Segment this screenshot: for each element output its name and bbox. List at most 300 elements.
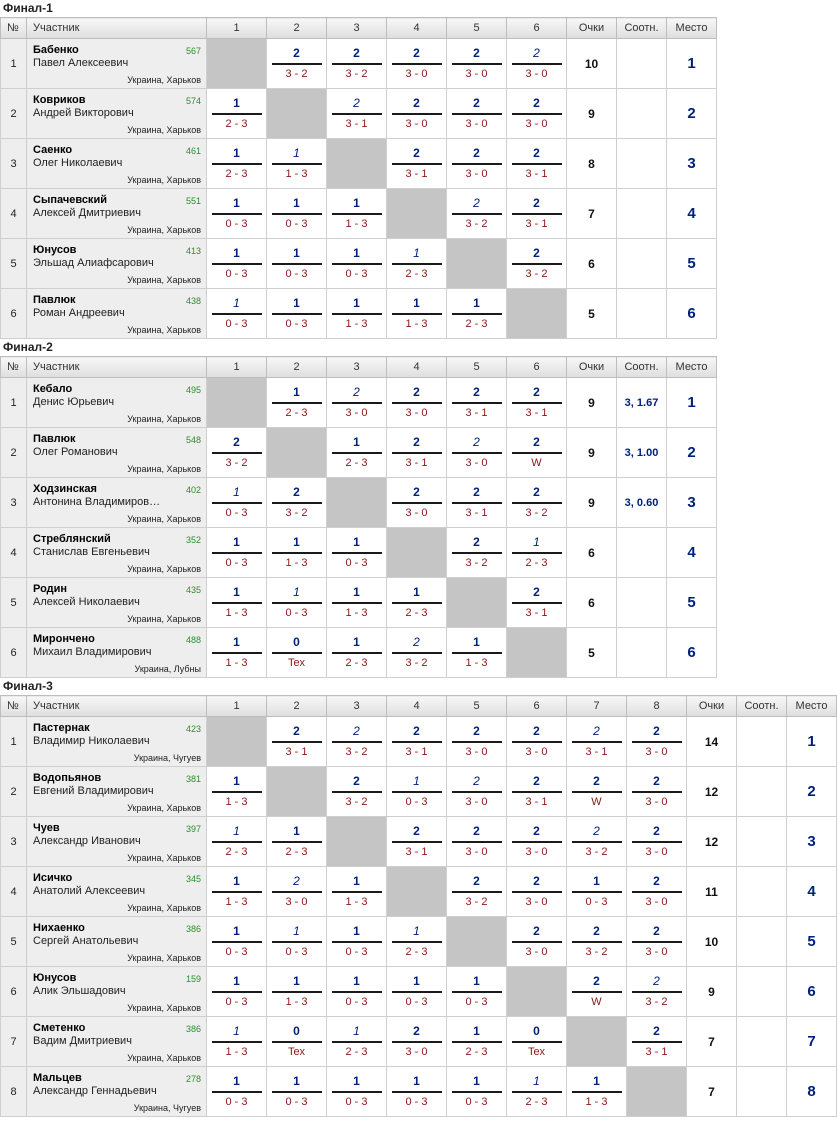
participant-cell[interactable] (27, 289, 207, 339)
result-divider (452, 552, 502, 554)
header-col-4[interactable]: 4 (387, 357, 447, 378)
header-col-2[interactable]: 2 (267, 18, 327, 39)
result-cell[interactable] (507, 428, 567, 478)
row-number: 4 (1, 867, 27, 917)
result-score: 0 - 3 (405, 1096, 428, 1108)
header-col-2[interactable]: 2 (267, 696, 327, 717)
header-num[interactable]: № (1, 18, 27, 39)
points-cell: 6 (567, 578, 617, 628)
result-points: 1 (413, 1074, 420, 1088)
header-col-4[interactable]: 4 (387, 18, 447, 39)
result-points: 1 (353, 296, 360, 310)
result-cell[interactable] (267, 39, 327, 89)
header-col-1[interactable]: 1 (207, 18, 267, 39)
result-cell[interactable] (267, 628, 327, 678)
row-number: 4 (1, 528, 27, 578)
participant-city: Украина, Харьков (127, 225, 201, 235)
result-divider (212, 652, 262, 654)
result-cell[interactable] (207, 528, 267, 578)
result-points: 1 (233, 1024, 240, 1038)
result-cell[interactable] (327, 239, 387, 289)
result-cell[interactable] (207, 817, 267, 867)
result-cell[interactable] (447, 189, 507, 239)
participant-surname[interactable]: Мальцев (33, 1072, 82, 1084)
result-cell[interactable] (507, 378, 567, 428)
result-divider (392, 602, 442, 604)
participant-cell[interactable] (27, 478, 207, 528)
participant-name: Павел Алексеевич (33, 57, 129, 69)
result-cell[interactable] (567, 817, 627, 867)
place-cell: 4 (787, 867, 837, 917)
participant-surname[interactable]: Павлюк (33, 294, 76, 306)
participant-cell[interactable] (27, 528, 207, 578)
result-cell[interactable] (267, 239, 327, 289)
result-cell[interactable] (327, 578, 387, 628)
result-cell[interactable] (447, 478, 507, 528)
result-cell[interactable] (447, 628, 507, 678)
participant-cell[interactable] (27, 917, 207, 967)
result-cell[interactable] (567, 767, 627, 817)
result-divider (452, 452, 502, 454)
result-cell[interactable] (267, 528, 327, 578)
result-score: 3 - 1 (405, 168, 428, 180)
result-cell[interactable] (387, 289, 447, 339)
result-cell[interactable] (567, 917, 627, 967)
result-divider (212, 452, 262, 454)
result (632, 824, 682, 859)
header-col-6[interactable]: 6 (507, 696, 567, 717)
result-cell[interactable] (447, 378, 507, 428)
header-col-2[interactable]: 2 (267, 357, 327, 378)
participant-cell[interactable] (27, 1067, 207, 1117)
result-points: 1 (233, 246, 240, 260)
header-ratio[interactable]: Соотн. (737, 696, 787, 717)
result-cell[interactable] (387, 378, 447, 428)
result-cell[interactable] (327, 378, 387, 428)
result-divider (212, 1091, 262, 1093)
result-cell[interactable] (627, 817, 687, 867)
result-points: 1 (293, 196, 300, 210)
result-divider (452, 63, 502, 65)
result-score: 0 - 3 (345, 1096, 368, 1108)
result-score: 3 - 0 (645, 746, 668, 758)
result-divider (212, 841, 262, 843)
result-cell[interactable] (207, 767, 267, 817)
result-points: 2 (593, 924, 600, 938)
result-divider (452, 891, 502, 893)
participant-surname[interactable]: Родин (33, 583, 68, 595)
participant-surname[interactable]: Кебало (33, 383, 73, 395)
result-points: 1 (233, 874, 240, 888)
result-cell[interactable] (447, 817, 507, 867)
result-points: 2 (533, 146, 540, 160)
participant-surname[interactable]: Юнусов (33, 244, 77, 256)
result-cell[interactable] (387, 39, 447, 89)
result-cell[interactable] (207, 1067, 267, 1117)
result-cell[interactable] (267, 717, 327, 767)
result-cell[interactable] (447, 867, 507, 917)
header-ratio[interactable]: Соотн. (617, 18, 667, 39)
result-score: 0 - 3 (225, 318, 248, 330)
result-cell[interactable] (267, 1067, 327, 1117)
result (272, 974, 322, 1009)
result-cell[interactable] (207, 89, 267, 139)
participant-surname[interactable]: Пастернак (33, 722, 90, 734)
header-participant[interactable]: Участник (27, 696, 207, 717)
result-cell[interactable] (627, 717, 687, 767)
result-score: 2 - 3 (345, 657, 368, 669)
result-points: 2 (533, 724, 540, 738)
participant-surname[interactable]: Саенко (33, 144, 73, 156)
row-number: 6 (1, 289, 27, 339)
participant-cell[interactable] (27, 767, 207, 817)
result-divider (512, 213, 562, 215)
participant-name: Станислав Евгеньевич (33, 546, 150, 558)
participant-cell[interactable] (27, 378, 207, 428)
result-cell[interactable] (267, 378, 327, 428)
result-cell[interactable] (387, 967, 447, 1017)
result-cell[interactable] (327, 767, 387, 817)
result-cell[interactable] (387, 578, 447, 628)
result-score: 3 - 0 (405, 407, 428, 419)
result-cell[interactable] (447, 717, 507, 767)
result-points: 2 (533, 485, 540, 499)
participant-cell[interactable] (27, 89, 207, 139)
result-cell[interactable] (207, 239, 267, 289)
result-cell[interactable] (567, 717, 627, 767)
result-cell[interactable] (327, 628, 387, 678)
result-divider (512, 452, 562, 454)
result-cell[interactable] (327, 289, 387, 339)
result-cell[interactable] (267, 917, 327, 967)
result-score: 0 - 3 (225, 557, 248, 569)
result-cell[interactable] (447, 767, 507, 817)
result (332, 296, 382, 331)
participant-cell[interactable] (27, 717, 207, 767)
result-cell[interactable] (327, 717, 387, 767)
header-col-5[interactable]: 5 (447, 18, 507, 39)
participant-cell[interactable] (27, 628, 207, 678)
result-cell[interactable] (447, 428, 507, 478)
header-participant[interactable]: Участник (27, 18, 207, 39)
diagonal-cell (327, 478, 387, 528)
header-col-4[interactable]: 4 (387, 696, 447, 717)
header-col-1[interactable]: 1 (207, 357, 267, 378)
result-divider (512, 552, 562, 554)
result-points: 1 (413, 924, 420, 938)
result-points: 1 (233, 635, 240, 649)
participant-surname[interactable]: Водопьянов (33, 772, 102, 784)
result-cell[interactable] (267, 867, 327, 917)
result-divider (332, 263, 382, 265)
result-divider (452, 163, 502, 165)
participant-surname[interactable]: Ковриков (33, 94, 86, 106)
participant-surname[interactable]: Павлюк (33, 433, 76, 445)
result-points: 2 (533, 435, 540, 449)
diagonal-cell (567, 1017, 627, 1067)
result-score: W (591, 796, 602, 808)
result-divider (452, 402, 502, 404)
result-cell[interactable] (387, 478, 447, 528)
result-cell[interactable] (387, 767, 447, 817)
result-divider (272, 602, 322, 604)
result-cell[interactable] (507, 239, 567, 289)
participant-cell[interactable] (27, 189, 207, 239)
result-points: 1 (353, 435, 360, 449)
participant-surname[interactable]: Мирончено (33, 633, 95, 645)
result-cell[interactable] (207, 628, 267, 678)
header-place[interactable]: Место (667, 357, 717, 378)
header-points[interactable]: Очки (567, 18, 617, 39)
result-cell[interactable] (567, 867, 627, 917)
result (212, 535, 262, 570)
result-cell[interactable] (627, 1017, 687, 1067)
result-cell[interactable] (447, 967, 507, 1017)
participant-surname[interactable]: Бабенко (33, 44, 79, 56)
result-cell[interactable] (207, 428, 267, 478)
result-cell[interactable] (507, 89, 567, 139)
result-cell[interactable] (387, 89, 447, 139)
header-col-3[interactable]: 3 (327, 357, 387, 378)
result-divider (392, 941, 442, 943)
participant-cell[interactable] (27, 39, 207, 89)
result-cell[interactable] (507, 528, 567, 578)
result-divider (392, 452, 442, 454)
result-points: 2 (413, 724, 420, 738)
result (452, 824, 502, 859)
participant-cell[interactable] (27, 867, 207, 917)
result (392, 146, 442, 181)
participant-cell[interactable] (27, 967, 207, 1017)
row-number: 6 (1, 628, 27, 678)
result (332, 46, 382, 81)
points-cell: 9 (567, 428, 617, 478)
result-cell[interactable] (207, 139, 267, 189)
result-cell[interactable] (327, 1067, 387, 1117)
header-col-6[interactable]: 6 (507, 357, 567, 378)
result-divider (392, 991, 442, 993)
diagonal-cell (507, 289, 567, 339)
result-cell[interactable] (207, 917, 267, 967)
result-cell[interactable] (567, 1067, 627, 1117)
result (572, 974, 622, 1009)
result-cell[interactable] (507, 717, 567, 767)
result-cell[interactable] (327, 428, 387, 478)
result-cell[interactable] (447, 39, 507, 89)
result-score: 3 - 0 (525, 846, 548, 858)
result-points: 2 (533, 874, 540, 888)
participant-name: Денис Юрьевич (33, 396, 115, 408)
participant-cell[interactable] (27, 139, 207, 189)
result-cell[interactable] (207, 189, 267, 239)
header-points[interactable]: Очки (687, 696, 737, 717)
result-cell[interactable] (387, 817, 447, 867)
result-cell[interactable] (207, 478, 267, 528)
result-cell[interactable] (507, 867, 567, 917)
participant-name: Вадим Дмитриевич (33, 1035, 132, 1047)
result-cell[interactable] (207, 578, 267, 628)
result-cell[interactable] (267, 817, 327, 867)
result-cell[interactable] (507, 139, 567, 189)
participant-name: Александр Геннадьевич (33, 1085, 157, 1097)
result-cell[interactable] (207, 289, 267, 339)
header-num[interactable]: № (1, 696, 27, 717)
result-cell[interactable] (627, 917, 687, 967)
result-cell[interactable] (267, 967, 327, 1017)
participant-surname[interactable]: Сыпачевский (33, 194, 107, 206)
result-cell[interactable] (327, 39, 387, 89)
result (332, 385, 382, 420)
participant-surname[interactable]: Стреблянский (33, 533, 111, 545)
result (512, 824, 562, 859)
result-cell[interactable] (507, 39, 567, 89)
participant-cell[interactable] (27, 428, 207, 478)
result-cell[interactable] (567, 967, 627, 1017)
result-cell[interactable] (447, 528, 507, 578)
result-cell[interactable] (387, 428, 447, 478)
result-cell[interactable] (267, 1017, 327, 1067)
result-cell[interactable] (267, 478, 327, 528)
result-cell[interactable] (327, 867, 387, 917)
result-cell[interactable] (267, 189, 327, 239)
result-cell[interactable] (327, 528, 387, 578)
result-points: 2 (533, 196, 540, 210)
header-place[interactable]: Место (787, 696, 837, 717)
participant-surname[interactable]: Исичко (33, 872, 73, 884)
result-cell[interactable] (507, 817, 567, 867)
participant-surname[interactable]: Нихаенко (33, 922, 85, 934)
header-col-1[interactable]: 1 (207, 696, 267, 717)
result-score: 2 - 3 (405, 607, 428, 619)
result-cell[interactable] (627, 867, 687, 917)
result-cell[interactable] (387, 239, 447, 289)
result-divider (572, 891, 622, 893)
result-cell[interactable] (267, 289, 327, 339)
result (452, 485, 502, 520)
participant-surname[interactable]: Сметенко (33, 1022, 86, 1034)
result-cell[interactable] (447, 1017, 507, 1067)
result-cell[interactable] (447, 139, 507, 189)
participant-rating: 159 (185, 974, 201, 984)
participant-surname[interactable]: Чуев (33, 822, 60, 834)
result-cell[interactable] (387, 1017, 447, 1067)
participant-surname[interactable]: Ходзинская (33, 483, 97, 495)
result-divider (332, 891, 382, 893)
result-cell[interactable] (627, 967, 687, 1017)
header-col-3[interactable]: 3 (327, 18, 387, 39)
header-col-3[interactable]: 3 (327, 696, 387, 717)
result-cell[interactable] (327, 967, 387, 1017)
result-cell[interactable] (207, 1017, 267, 1067)
result-divider (392, 791, 442, 793)
result-cell[interactable] (507, 1067, 567, 1117)
result-cell[interactable] (387, 139, 447, 189)
result-score: 3 - 1 (525, 607, 548, 619)
result-cell[interactable] (327, 917, 387, 967)
participant-name: Сергей Анатольевич (33, 935, 139, 947)
result-cell[interactable] (507, 189, 567, 239)
result-divider (212, 113, 262, 115)
participant-city: Украина, Харьков (127, 803, 201, 813)
header-col-5[interactable]: 5 (447, 357, 507, 378)
participant-city: Украина, Харьков (127, 614, 201, 624)
header-col-7[interactable]: 7 (567, 696, 627, 717)
diagonal-cell (447, 239, 507, 289)
result-cell[interactable] (327, 189, 387, 239)
result-cell[interactable] (387, 917, 447, 967)
ratio-cell (737, 1067, 787, 1117)
header-col-6[interactable]: 6 (507, 18, 567, 39)
header-participant[interactable]: Участник (27, 357, 207, 378)
result (332, 1074, 382, 1109)
result-cell[interactable] (327, 1017, 387, 1067)
result-cell[interactable] (387, 717, 447, 767)
result-cell[interactable] (507, 767, 567, 817)
place-cell: 6 (787, 967, 837, 1017)
result-cell[interactable] (387, 628, 447, 678)
result-cell[interactable] (627, 767, 687, 817)
result-points: 1 (293, 924, 300, 938)
participant-city: Украина, Харьков (127, 75, 201, 85)
participant-surname[interactable]: Юнусов (33, 972, 77, 984)
result-cell[interactable] (507, 1017, 567, 1067)
header-ratio[interactable]: Соотн. (617, 357, 667, 378)
result-cell[interactable] (507, 917, 567, 967)
result (632, 1024, 682, 1059)
result (452, 46, 502, 81)
result (272, 196, 322, 231)
result-cell[interactable] (507, 478, 567, 528)
header-col-8[interactable]: 8 (627, 696, 687, 717)
result (392, 46, 442, 81)
header-num[interactable]: № (1, 357, 27, 378)
result-cell[interactable] (207, 967, 267, 1017)
result-divider (272, 163, 322, 165)
result-cell[interactable] (327, 89, 387, 139)
participant-cell[interactable] (27, 1017, 207, 1067)
participant-cell[interactable] (27, 578, 207, 628)
participant-cell[interactable] (27, 239, 207, 289)
result-points: 1 (353, 924, 360, 938)
result-cell[interactable] (507, 578, 567, 628)
points-cell: 9 (567, 478, 617, 528)
place-cell: 1 (667, 39, 717, 89)
participant-rating: 567 (185, 46, 201, 56)
header-place[interactable]: Место (667, 18, 717, 39)
result-points: 1 (233, 974, 240, 988)
result-cell[interactable] (267, 578, 327, 628)
result (512, 1024, 562, 1059)
result-cell[interactable] (447, 89, 507, 139)
header-row (1, 696, 837, 717)
result-cell[interactable] (447, 289, 507, 339)
header-points[interactable]: Очки (567, 357, 617, 378)
diagonal-cell (207, 717, 267, 767)
participant-cell[interactable] (27, 817, 207, 867)
result (452, 535, 502, 570)
result-cell[interactable] (447, 1067, 507, 1117)
result-cell[interactable] (207, 867, 267, 917)
participant-city: Украина, Чугуев (133, 1103, 201, 1113)
result-divider (572, 941, 622, 943)
header-col-5[interactable]: 5 (447, 696, 507, 717)
table-row (1, 39, 717, 89)
result-cell[interactable] (387, 1067, 447, 1117)
place-cell: 2 (667, 428, 717, 478)
result (512, 1074, 562, 1109)
participant-name: Андрей Викторович (33, 107, 134, 119)
result-cell[interactable] (267, 139, 327, 189)
